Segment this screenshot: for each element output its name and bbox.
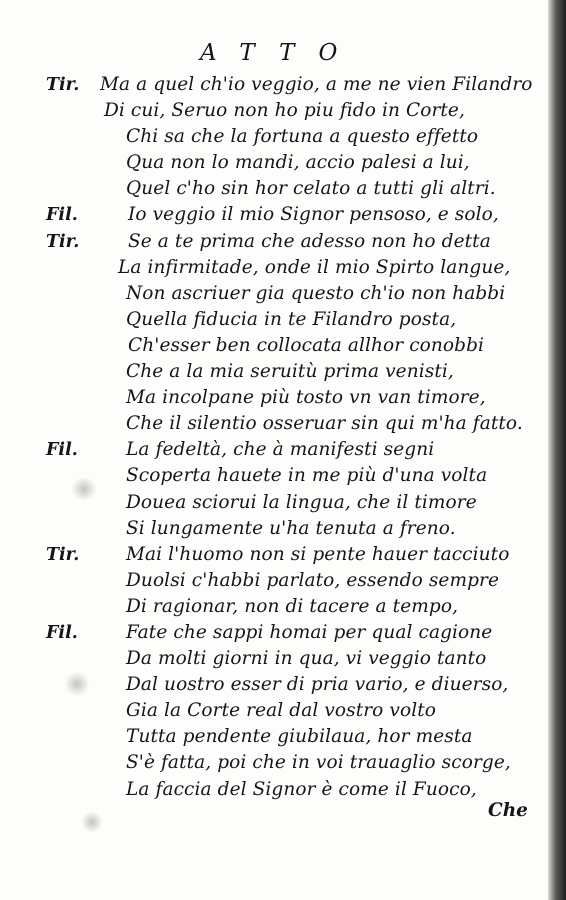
verse-text: Ch'esser ben collocata allhor conobbi [128,334,485,356]
verse-text: Di ragionar, non di tacere a tempo, [126,595,459,617]
verse-text: Quella fiducia in te Filandro posta, [126,308,457,330]
verse-line [0,150,548,176]
verse-line [0,98,548,124]
verse-text: Di cui, Seruo non ho piu fido in Corte, [104,100,465,122]
verse-line [0,385,548,411]
verse-block [0,72,548,803]
speaker-label: Fil. [46,622,78,643]
verse-text: Scoperta hauete in me più d'una volta [126,465,488,487]
verse-text: Douea sciorui la lingua, che il timore [126,491,477,513]
verse-text: Duolsi c'habbi parlato, essendo sempre [126,569,500,591]
verse-line [0,229,548,255]
speaker-label: Fil. [46,440,78,461]
verse-text: La faccia del Signor è come il Fuoco, [126,778,477,800]
verse-line [0,646,548,672]
verse-line [0,411,548,437]
verse-line [0,568,548,594]
speaker-label: Tir. [46,231,80,252]
verse-line [0,72,548,98]
verse-text: Mai l'huomo non si pente hauer tacciuto [126,543,510,565]
verse-line [0,777,548,803]
verse-text: Fate che sappi homai per qual cagione [126,621,493,643]
verse-line [0,255,548,281]
verse-text: Qua non lo mandi, accio palesi a lui, [126,152,470,174]
verse-line [0,594,548,620]
verse-text: Quel c'ho sin hor celato a tutti gli altri. [126,178,496,200]
verse-text: La fedeltà, che à manifesti segni [126,439,435,461]
verse-line [0,542,548,568]
verse-text: Da molti giorni in qua, vi veggio tanto [126,648,487,670]
speaker-label: Tir. [46,75,80,95]
verse-text: Si lungamente u'ha tenuta a freno. [126,517,456,539]
verse-line [0,463,548,489]
verse-line [0,724,548,750]
verse-line [0,437,548,463]
verse-line [0,359,548,385]
verse-line [0,202,548,228]
book-spine-shadow [548,0,566,900]
verse-text: Tutta pendente giubilaua, hor mesta [126,726,473,748]
ink-smudge [80,812,104,832]
speaker-label: Fil. [46,205,78,226]
verse-text: Ma a quel ch'io veggio, a me ne vien Filandro [100,74,533,95]
verse-line [0,516,548,542]
verse-text: Non ascriuer gia questo ch'io non habbi [126,282,506,304]
verse-text: Ma incolpane più tosto vn van timore, [126,387,486,409]
verse-line [0,307,548,333]
verse-text: S'è fatta, poi che in voi trauaglio scorge, [126,752,511,774]
verse-text: Chi sa che la fortuna a questo effetto [126,126,479,148]
verse-line [0,698,548,724]
verse-text: Che il silentio osseruar sin qui m'ha fatto. [126,413,523,435]
verse-text: Io veggio il mio Signor pensoso, e solo, [128,204,499,226]
verse-line [0,490,548,516]
verse-line [0,281,548,307]
verse-text: La infirmitade, onde il mio Spirto langue, [118,256,511,278]
verse-line [0,620,548,646]
verse-line [0,176,548,202]
verse-text: Gia la Corte real dal vostro volto [126,700,436,722]
catchword: Che [488,800,528,821]
verse-line [0,333,548,359]
verse-line [0,750,548,776]
verse-line [0,124,548,150]
speaker-label: Tir. [46,544,80,565]
verse-text: Dal uostro esser di pria vario, e diuerso, [126,674,509,696]
verse-text: Se a te prima che adesso non ho detta [128,230,491,252]
verse-line [0,672,548,698]
running-head: ATTO [200,40,362,66]
verse-text: Che a la mia seruitù prima venisti, [126,361,454,383]
